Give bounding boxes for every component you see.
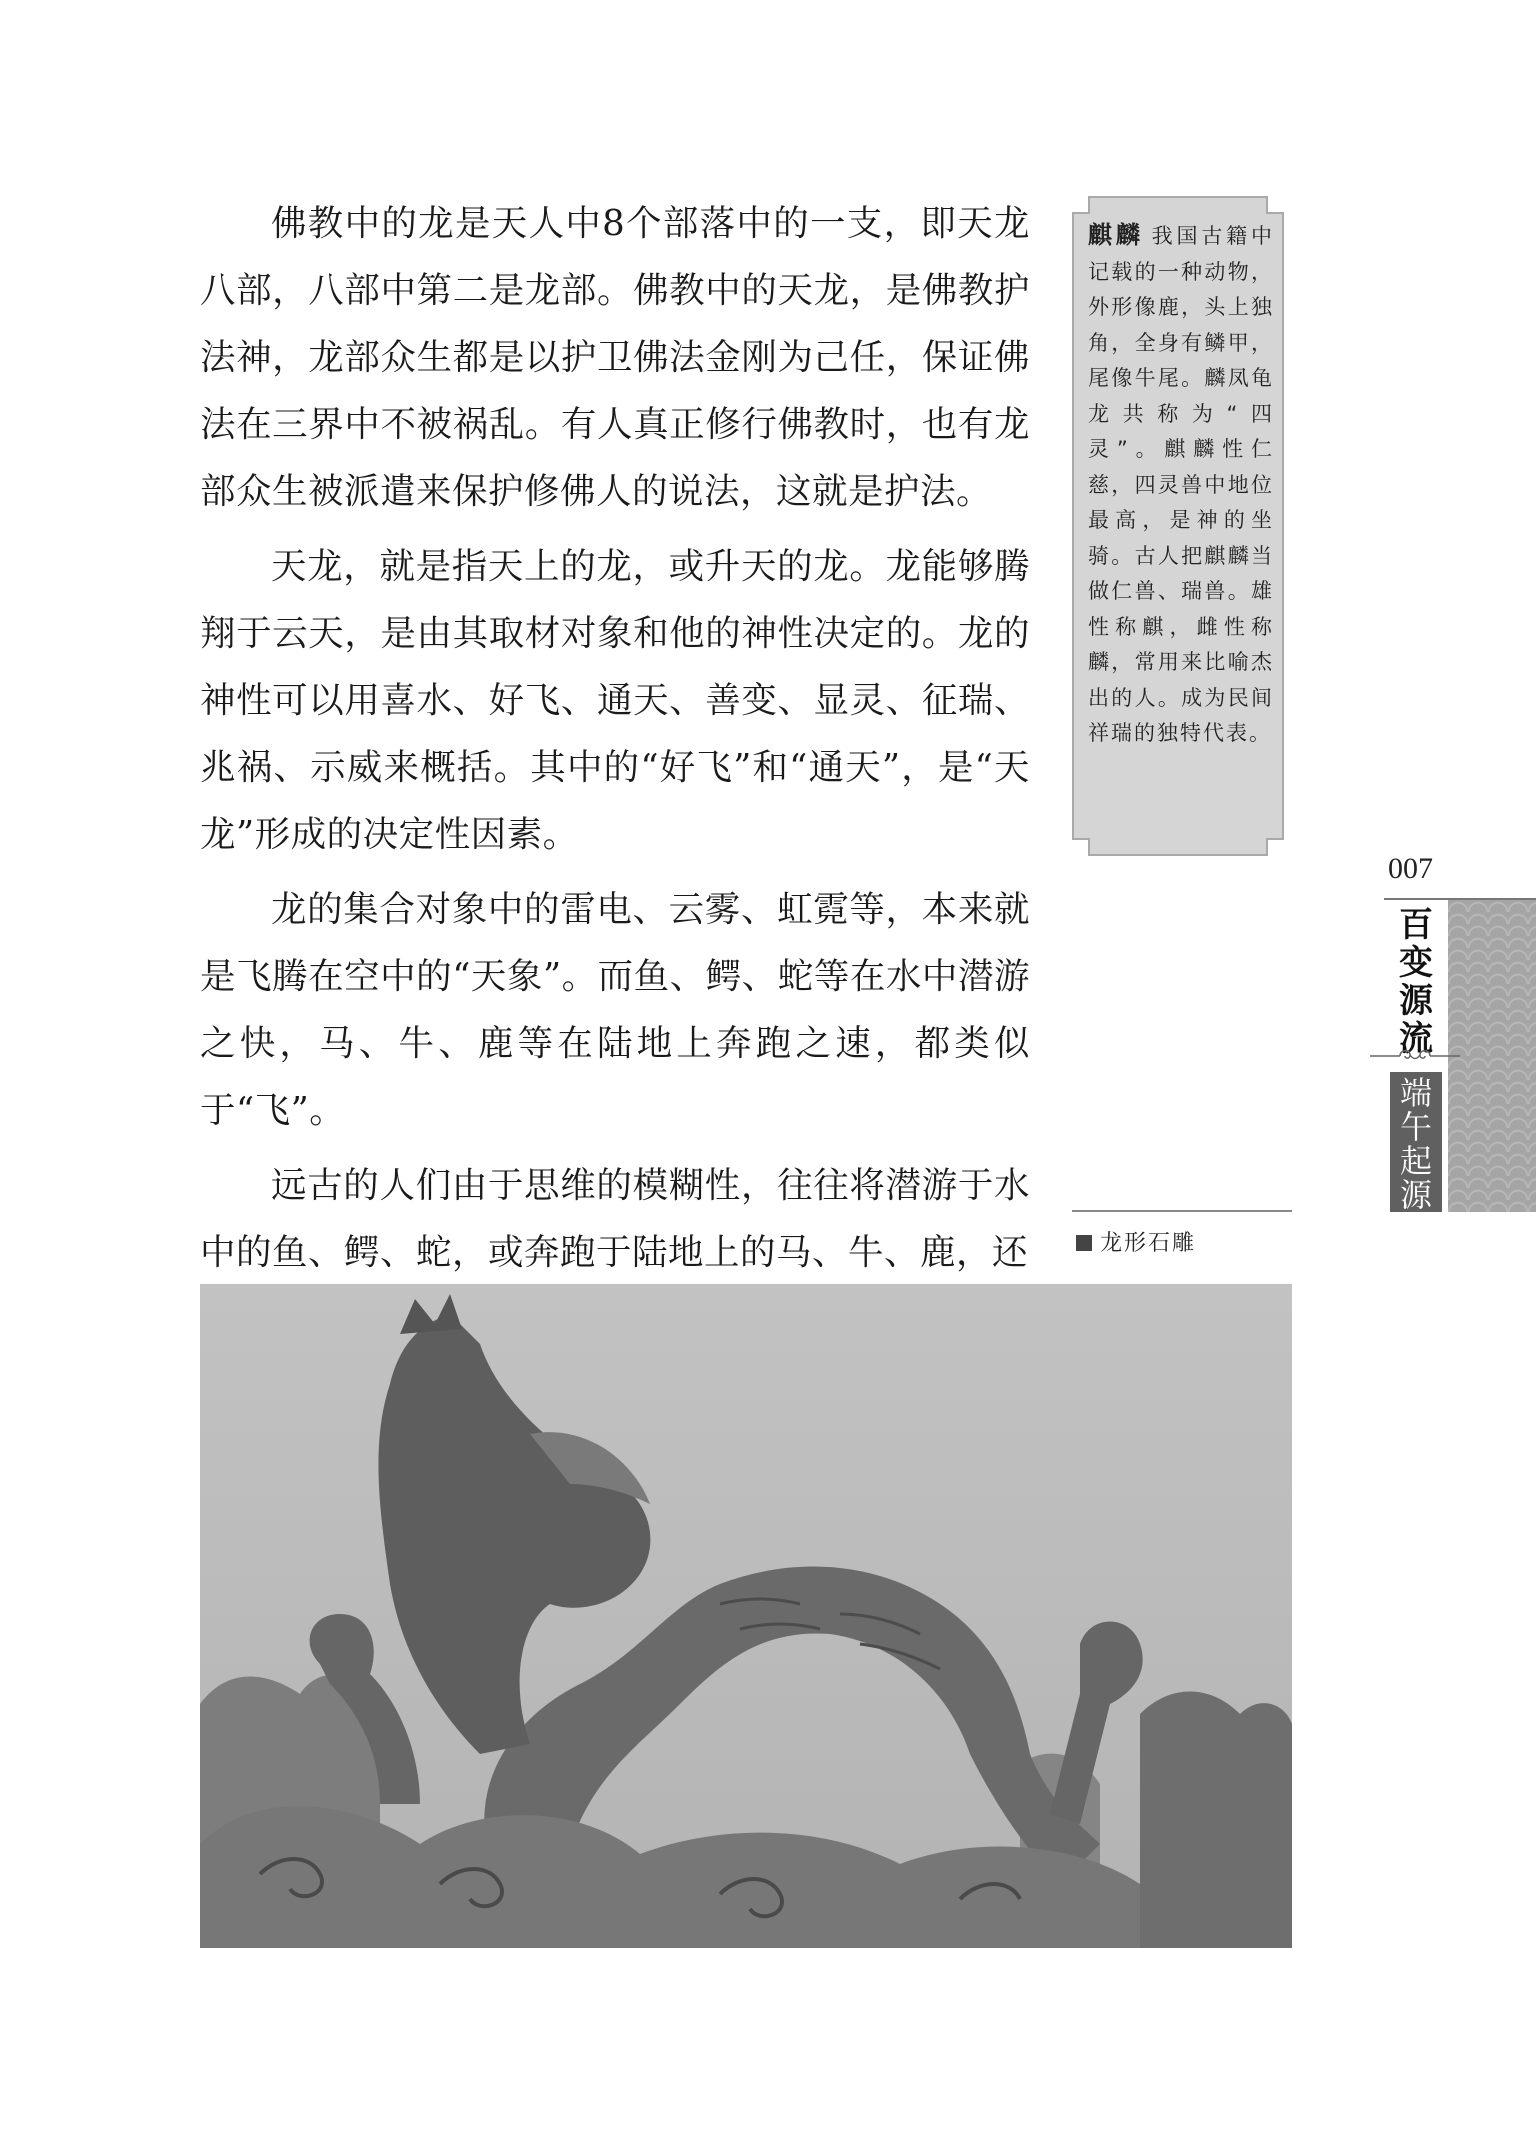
note-corner [1266, 838, 1284, 856]
caption-text: 龙形石雕 [1100, 1231, 1197, 1256]
section-title [1390, 1072, 1442, 1212]
note-text [1088, 218, 1274, 752]
chapter-char: 流 [1399, 1019, 1433, 1059]
page-number: 007 [1388, 852, 1433, 885]
body-text [200, 190, 1030, 1294]
paragraph-4: 远古的人们由于思维的模糊性，往往将潜游于水中的鱼、鳄、蛇，或奔跑于陆地上的马、牛、鹿，还 [200, 1165, 1030, 1273]
dragon-stone-carving-photo [200, 1284, 1292, 1948]
section-char: 午 [1399, 1108, 1432, 1146]
chapter-char: 源 [1399, 981, 1433, 1021]
section-char: 起 [1399, 1142, 1432, 1180]
chapter-title [1392, 906, 1440, 1058]
note-corner [1266, 196, 1284, 214]
note-body: 我国古籍中记载的一种动物，外形像鹿，头上独角，全身有鳞甲，尾像牛尾。麟凤龟龙共称为“四灵”。麒麟性仁慈，四灵兽中地位最高，是神的坐骑。古人把麒麟当做仁兽、瑞兽。雄性称麒，雌性称麟，常用来比喻杰出的人。成为民间祥瑞的独特代表。 [1088, 224, 1275, 745]
note-term: 麒麟 [1088, 221, 1144, 249]
caption-square-icon [1076, 1235, 1092, 1251]
caption-rule [1072, 1210, 1292, 1212]
sidebar-note [1072, 196, 1284, 856]
wave-pattern-band [1448, 900, 1536, 1212]
paragraph-3: 龙的集合对象中的雷电、云雾、虹霓等，本来就是飞腾在空中的“天象”。而鱼、鳄、蛇等在水中潜游之快，马、牛、鹿等在陆地上奔跑之速，都类似于“飞”。 [200, 889, 1030, 1131]
paragraph-2: 天龙，就是指天上的龙，或升天的龙。龙能够腾翔于云天，是由其取材对象和他的神性决定的。龙的神性可以用喜水、好飞、通天、善变、显灵、征瑞、兆祸、示威来概括。其中的“好飞”和“通天”，是“天龙”形成的决定性因素。 [200, 546, 1030, 855]
chapter-char: 变 [1399, 943, 1433, 983]
figure-caption [1076, 1226, 1196, 1257]
scroll-ornament-icon [1370, 1046, 1460, 1066]
note-corner [1072, 196, 1090, 214]
chapter-char: 百 [1399, 905, 1433, 945]
dragon-photo-icon [200, 1284, 1292, 1948]
note-corner [1072, 838, 1090, 856]
section-char: 端 [1399, 1074, 1432, 1112]
section-char: 源 [1399, 1176, 1432, 1214]
paragraph-1: 佛教中的龙是天人中8个部落中的一支，即天龙八部，八部中第二是龙部。佛教中的天龙，是佛教护法神，龙部众生都是以护卫佛法金刚为己任，保证佛法在三界中不被祸乱。有人真正修行佛教时，也有龙部众生被派遣来保护修佛人的说法，这就是护法。 [200, 203, 1030, 512]
